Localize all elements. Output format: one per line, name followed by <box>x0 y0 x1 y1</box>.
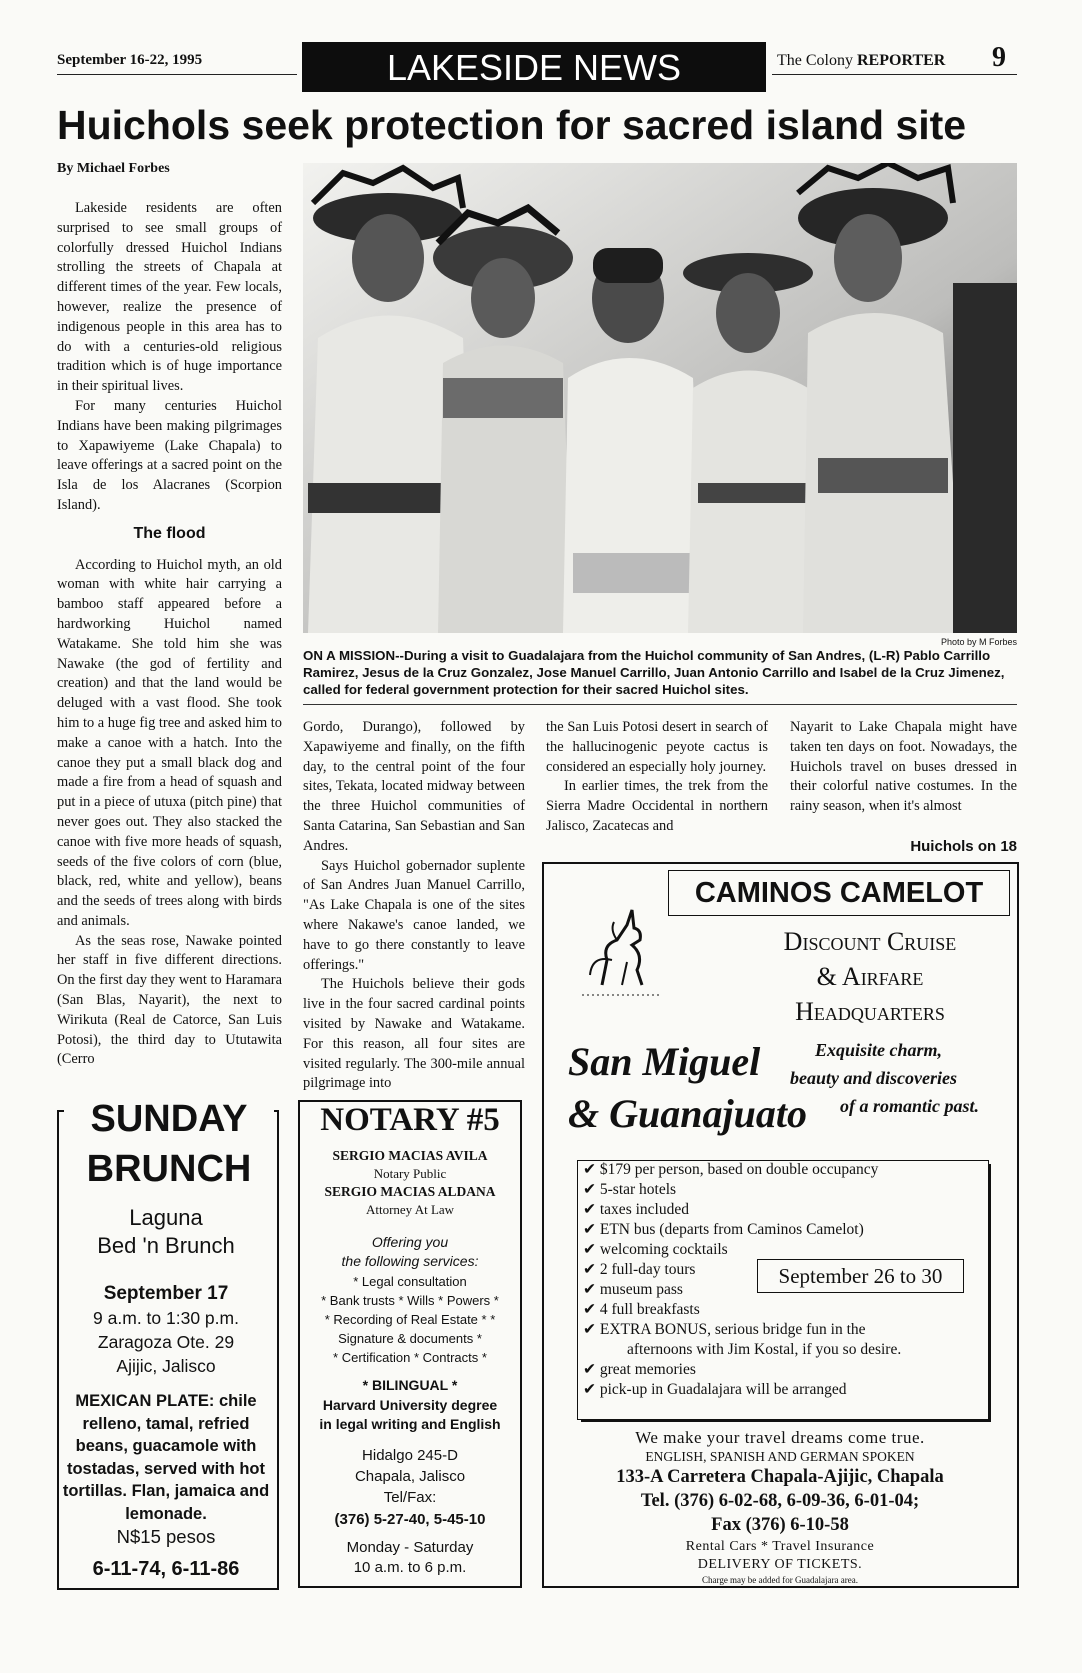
feature-continuation: afternoons with Jim Kostal, if you so desire. <box>627 1341 902 1358</box>
service-item: Signature & documents * <box>338 1331 482 1346</box>
notary-address: Chapala, Jalisco <box>354 1468 466 1485</box>
check-icon: ✔ <box>583 1381 596 1398</box>
check-icon: ✔ <box>583 1201 596 1218</box>
ad-menu: MEXICAN PLATE: chile relleno, tamal, refried beans, guacamole with tostadas, served with hot tortillas. Flan, jamaica and lemonade. <box>62 1392 270 1523</box>
feature-text: 5-star hotels <box>599 1181 677 1198</box>
romance-tagline: of a romantic past. <box>840 1096 980 1116</box>
caption-rule <box>303 704 1017 705</box>
paragraph: Gordo, Durango), followed by Xapawiyeme and finally, on the fifth day, to the central point of the four sites, Tekata, located midway between the three Huichol communities of Santa Catarina, San Sebastian and San Andres. <box>303 719 525 854</box>
charge-note: Charge may be added for Guadalajara area. <box>701 1575 858 1585</box>
feature-item <box>583 1280 683 1300</box>
issue-date: September 16-22, 1995 <box>57 52 203 68</box>
check-icon: ✔ <box>583 1221 596 1238</box>
publication-name <box>777 52 945 70</box>
degree-line: in legal writing and English <box>319 1416 501 1432</box>
notary-title: NOTARY #5 <box>320 1102 500 1138</box>
services-intro: the following services: <box>341 1253 479 1269</box>
notary-role: Notary Public <box>373 1166 447 1181</box>
feature-text: $179 per person, based on double occupancy <box>599 1161 879 1178</box>
ad-venue-name: Bed 'n Brunch <box>97 1233 235 1258</box>
paragraph: Says Huichol gobernador suplente of San Andres Juan Manuel Carrillo, "As Lake Chapala is one of the sites where Nakawe's canoe landed, we have to go there constantly to leave offerings." <box>303 857 525 973</box>
ad-title-line: BRUNCH <box>86 1148 252 1190</box>
feature-text: 4 full breakfasts <box>599 1301 700 1318</box>
check-icon: ✔ <box>583 1361 596 1378</box>
feature-text: pick-up in Guadalajara will be arranged <box>599 1381 847 1398</box>
service-item: * Certification * Contracts * <box>333 1350 487 1365</box>
paragraph: According to Huichol myth, an old woman with white hair carrying a bamboo staff appeared before a hardworking Huichol named Watakame. She told him she was Nawake (the god of fertility and creation) and that the land would be deluged with a vast flood. She took him to a huge fig tree and asked him to make a canoe with a hatch. Into the canoe they put a small black dog and made a fire from a head of squash and put in a piece of utuxa (pitch pine) that never goes out. They also stacked the canoe with five more heads of squash, seeds of the five colors of corn (blue, black, red, white and yellow), beans and the seeds of trees along with birds and animals. <box>57 556 282 929</box>
paragraph: The Huichols believe their gods live in the four sacred cardinal points visited by Nawake and Watakame. For this reason, all four sites are visited regularly. The 300-mile annual pilgrimage into <box>303 976 525 1092</box>
article-column-2 <box>303 718 525 1094</box>
attorney-name: SERGIO MACIAS ALDANA <box>324 1184 496 1199</box>
photo-credit: Photo by M Forbes <box>940 637 1017 647</box>
paragraph: In earlier times, the trek from the Sierra Madre Occidental in northern Jalisco, Zacatecas and <box>546 778 768 834</box>
feature-text: 2 full-day tours <box>599 1261 696 1278</box>
ticket-delivery: DELIVERY OF TICKETS. <box>697 1557 863 1572</box>
travel-address: 133-A Carretera Chapala-Ajijic, Chapala <box>616 1467 944 1487</box>
check-icon: ✔ <box>583 1241 596 1258</box>
service-item: * Bank trusts * Wills * Powers * <box>321 1293 499 1308</box>
destination-script: & Guanajuato <box>568 1091 807 1136</box>
travel-agency-name: CAMINOS CAMELOT <box>668 870 1010 916</box>
article-column-1 <box>57 199 282 1070</box>
ad-street: Zaragoza Ote. 29 <box>97 1332 235 1352</box>
publication-title: REPORTER <box>857 52 946 69</box>
feature-text: EXTRA BONUS, serious bridge fun in the <box>599 1321 866 1338</box>
feature-item <box>583 1160 878 1180</box>
notary-phones: (376) 5-27-40, 5-45-10 <box>334 1511 486 1528</box>
notary-name: SERGIO MACIAS AVILA <box>332 1148 488 1163</box>
paragraph: As the seas rose, Nawake pointed her staff in five different directions. On the first day they went to Haramara (San Blas, Nayarit), the next to Wirikuta (Real de Catorce, San Luis Potosi), the third day to Ututawita (Cerro <box>57 932 282 1068</box>
article-column-4 <box>790 718 1017 817</box>
subhead: The flood <box>133 524 206 542</box>
tagline-line: Discount Cruise <box>783 927 957 956</box>
ad-venue-name: Laguna <box>129 1205 203 1230</box>
paragraph: Nayarit to Lake Chapala might have taken ten days on foot. Nowadays, the Huichols travel on buses dressed in their colorful native costumes. In the rainy season, when it's almost <box>790 719 1017 815</box>
feature-item <box>583 1380 846 1400</box>
notary-hours: 10 a.m. to 6 p.m. <box>353 1559 467 1576</box>
notary-days: Monday - Saturday <box>346 1539 474 1556</box>
notary-address: Hidalgo 245-D <box>362 1447 458 1464</box>
photo-caption: ON A MISSION--During a visit to Guadalajara from the Huichol community of San Andres, (L-R) Pablo Carrillo Ramirez, Jesus de la Cruz Gonzalez, Jose Manuel Carrillo, Juan Antonio Carrillo and Isabel de la Cruz Jimenez, called for federal government protection for their sacred Huichol sites. <box>303 648 1005 697</box>
byline: By Michael Forbes <box>57 161 170 176</box>
romance-tagline: Exquisite charm, <box>815 1040 943 1060</box>
check-icon: ✔ <box>583 1301 596 1318</box>
bilingual-label: * BILINGUAL * <box>362 1377 458 1393</box>
attorney-role: Attorney At Law <box>365 1202 455 1217</box>
travel-fax: Fax (376) 6-10-58 <box>711 1515 849 1535</box>
languages-spoken: ENGLISH, SPANISH AND GERMAN SPOKEN <box>645 1449 915 1464</box>
feature-item <box>583 1240 728 1260</box>
telfax-label: Tel/Fax: <box>383 1489 437 1506</box>
section-banner: LAKESIDE NEWS <box>302 42 766 92</box>
ad-phones: 6-11-74, 6-11-86 <box>92 1558 240 1580</box>
feature-item <box>583 1220 864 1240</box>
check-icon: ✔ <box>583 1261 596 1278</box>
photo-illustration <box>303 163 1017 633</box>
ad-price: N$15 pesos <box>116 1526 216 1547</box>
article-column-3 <box>546 718 768 837</box>
header-rule-left <box>57 74 297 75</box>
degree-line: Harvard University degree <box>322 1397 498 1413</box>
service-item: * Legal consultation <box>353 1274 467 1289</box>
paragraph: For many centuries Huichol Indians have been making pilgrimages to Xapawiyeme (Lake Chapala) to leave offerings at a sacred point on the Isla de los Alacranes (Scorpion Island). <box>57 397 282 513</box>
paragraph: the San Luis Potosi desert in search of the hallucinogenic peyote cactus is considered an especially holy journey. <box>546 719 768 775</box>
tagline-line: & Airfare <box>816 962 924 991</box>
page-number: 9 <box>992 42 1006 73</box>
feature-item <box>583 1320 866 1340</box>
tagline-line: Headquarters <box>795 997 945 1026</box>
service-item: * Recording of Real Estate * * <box>324 1312 496 1327</box>
ad-date: September 17 <box>103 1283 229 1304</box>
sunday-brunch-title <box>64 1094 274 1194</box>
feature-text: welcoming cocktails <box>599 1241 728 1258</box>
paragraph: Lakeside residents are often surprised to see small groups of colorfully dressed Huichol Indians strolling the streets of Chapala at different times of the year. Few locals, however, realize the presence of indigenous people in this area has to do with a centuries-old religious tradition which is of huge importance in their spiritual lives. <box>57 200 282 395</box>
trip-dates-badge: September 26 to 30 <box>757 1259 964 1293</box>
feature-text: great memories <box>599 1361 696 1378</box>
headline: Huichols seek protection for sacred island site <box>57 102 967 148</box>
services-intro: Offering you <box>371 1234 449 1250</box>
check-icon: ✔ <box>583 1281 596 1298</box>
group-photo <box>303 163 1017 633</box>
feature-item <box>583 1360 696 1380</box>
publication-prefix: The Colony <box>777 52 857 69</box>
feature-item <box>583 1260 695 1280</box>
romance-tagline: beauty and discoveries <box>790 1068 957 1088</box>
ad-title-line: SUNDAY <box>90 1098 248 1140</box>
destination-script: San Miguel <box>568 1039 761 1084</box>
check-icon: ✔ <box>583 1181 596 1198</box>
continued-on-link[interactable]: Huichols on 18 <box>910 838 1017 855</box>
check-icon: ✔ <box>583 1321 596 1338</box>
header-rule-right <box>772 74 1017 75</box>
travel-phones: Tel. (376) 6-02-68, 6-09-36, 6-01-04; <box>640 1491 920 1511</box>
check-icon: ✔ <box>583 1161 596 1178</box>
travel-services: Rental Cars * Travel Insurance <box>685 1539 875 1554</box>
feature-item <box>583 1300 700 1320</box>
unicorn-logo-icon <box>572 900 672 1000</box>
feature-text: taxes included <box>599 1201 689 1218</box>
feature-text: museum pass <box>599 1281 683 1298</box>
ad-hours: 9 a.m. to 1:30 p.m. <box>93 1308 239 1328</box>
ad-town: Ajijic, Jalisco <box>116 1356 216 1376</box>
travel-slogan: We make your travel dreams come true. <box>635 1428 925 1447</box>
feature-item <box>583 1180 676 1200</box>
feature-text: ETN bus (departs from Caminos Camelot) <box>599 1221 864 1238</box>
feature-item <box>583 1200 689 1220</box>
